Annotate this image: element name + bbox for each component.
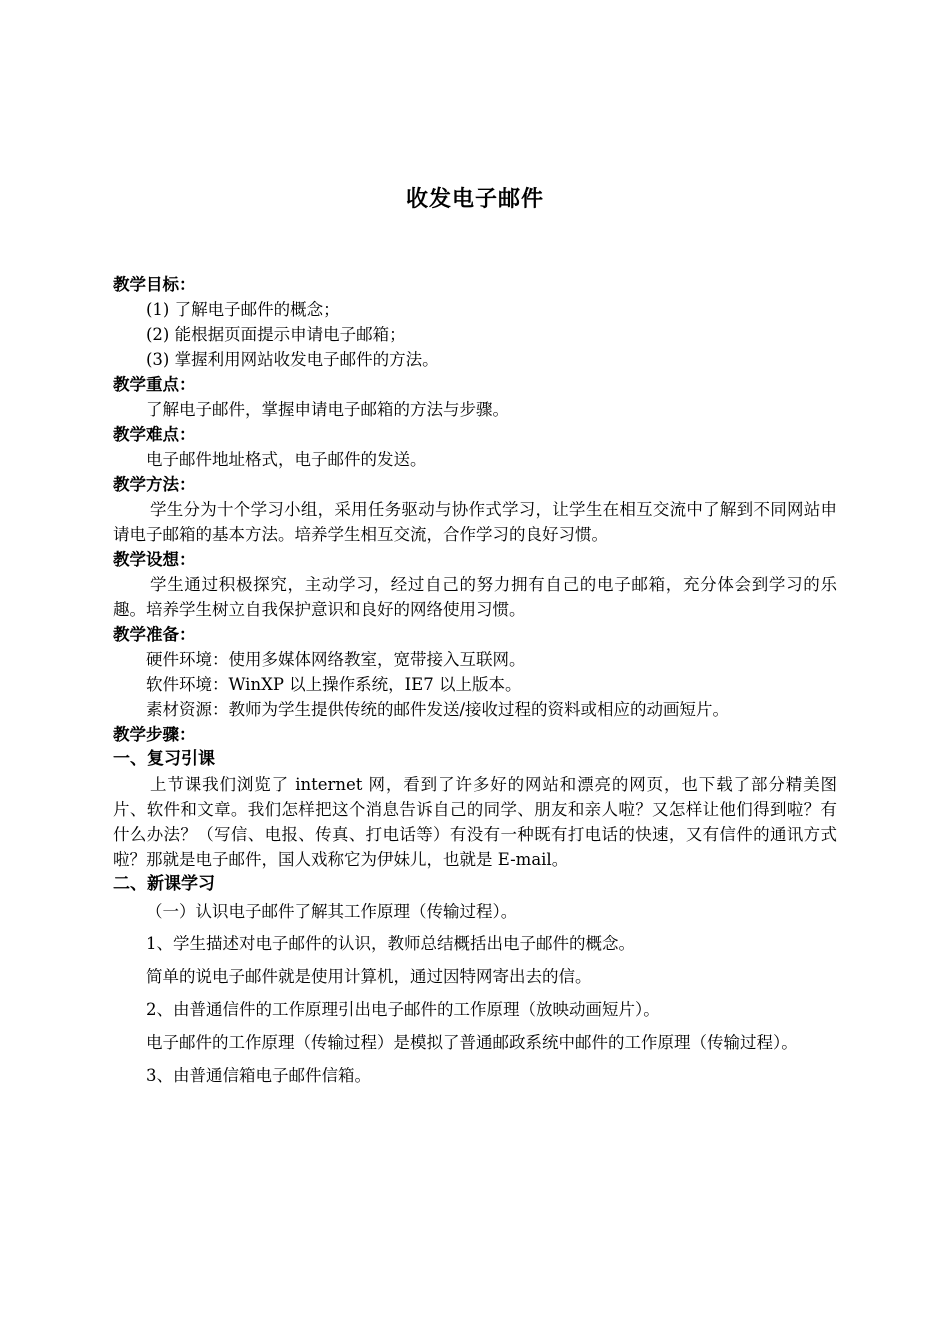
new-lesson-paragraph: 电子邮件的工作原理（传输过程）是模拟了普通邮政系统中邮件的工作原理（传输过程）。 <box>146 1033 798 1052</box>
difficulties-text: 电子邮件地址格式，电子邮件的发送。 <box>146 450 427 469</box>
document-body <box>113 272 837 1092</box>
preparation-heading: 教学准备： <box>113 625 196 644</box>
objective-item: (3) 掌握利用网站收发电子邮件的方法。 <box>146 350 439 369</box>
methods-heading: 教学方法： <box>113 475 196 494</box>
new-lesson-paragraph: 1、学生描述对电子邮件的认识，教师总结概括出电子邮件的概念。 <box>146 934 635 953</box>
steps-heading: 教学步骤： <box>113 725 196 744</box>
page-title: 收发电子邮件 <box>405 187 544 212</box>
objective-item: (1) 了解电子邮件的概念； <box>146 300 340 319</box>
new-lesson-paragraph: 简单的说电子邮件就是使用计算机，通过因特网寄出去的信。 <box>146 967 592 986</box>
key-points-heading: 教学重点： <box>113 375 196 394</box>
review-text: 上节课我们浏览了 internet 网，看到了许多好的网站和漂亮的网页，也下载了部分精美图片、软件和文章。我们怎样把这个消息告诉自己的同学、朋友和亲人啦？又怎样让他们得到啦？有什么办法？（写信、电报、传真、打电话等）有没有一种既有打电话的快速，又有信件的通讯方式啦？那就是电子邮件，国人戏称它为伊妹儿，也就是 E-mail。 <box>113 775 837 869</box>
objective-item: (2) 能根据页面提示申请电子邮箱； <box>146 325 406 344</box>
preparation-software: 软件环境：WinXP 以上操作系统，IE7 以上版本。 <box>146 675 522 694</box>
new-lesson-heading: 二、新课学习 <box>113 874 215 894</box>
key-points-text: 了解电子邮件，掌握申请电子邮箱的方法与步骤。 <box>146 400 509 419</box>
review-heading: 一、复习引课 <box>113 749 215 769</box>
ideas-heading: 教学设想： <box>113 550 196 569</box>
preparation-hardware: 硬件环境：使用多媒体网络教室，宽带接入互联网。 <box>146 650 526 669</box>
new-lesson-paragraph: 2、由普通信件的工作原理引出电子邮件的工作原理（放映动画短片）。 <box>146 1000 660 1019</box>
difficulties-heading: 教学难点： <box>113 425 196 444</box>
new-lesson-paragraph: 3、由普通信箱电子邮件信箱。 <box>146 1066 371 1085</box>
new-lesson-subheading: （一）认识电子邮件了解其工作原理（传输过程）。 <box>146 902 518 921</box>
methods-text: 学生分为十个学习小组，采用任务驱动与协作式学习，让学生在相互交流中了解到不同网站申请电子邮箱的基本方法。培养学生相互交流，合作学习的良好习惯。 <box>113 500 837 544</box>
objectives-heading: 教学目标： <box>113 275 196 294</box>
preparation-materials: 素材资源：教师为学生提供传统的邮件发送/接收过程的资料或相应的动画短片。 <box>146 700 730 719</box>
ideas-text: 学生通过积极探究，主动学习，经过自己的努力拥有自己的电子邮箱，充分体会到学习的乐趣。培养学生树立自我保护意识和良好的网络使用习惯。 <box>113 575 837 619</box>
